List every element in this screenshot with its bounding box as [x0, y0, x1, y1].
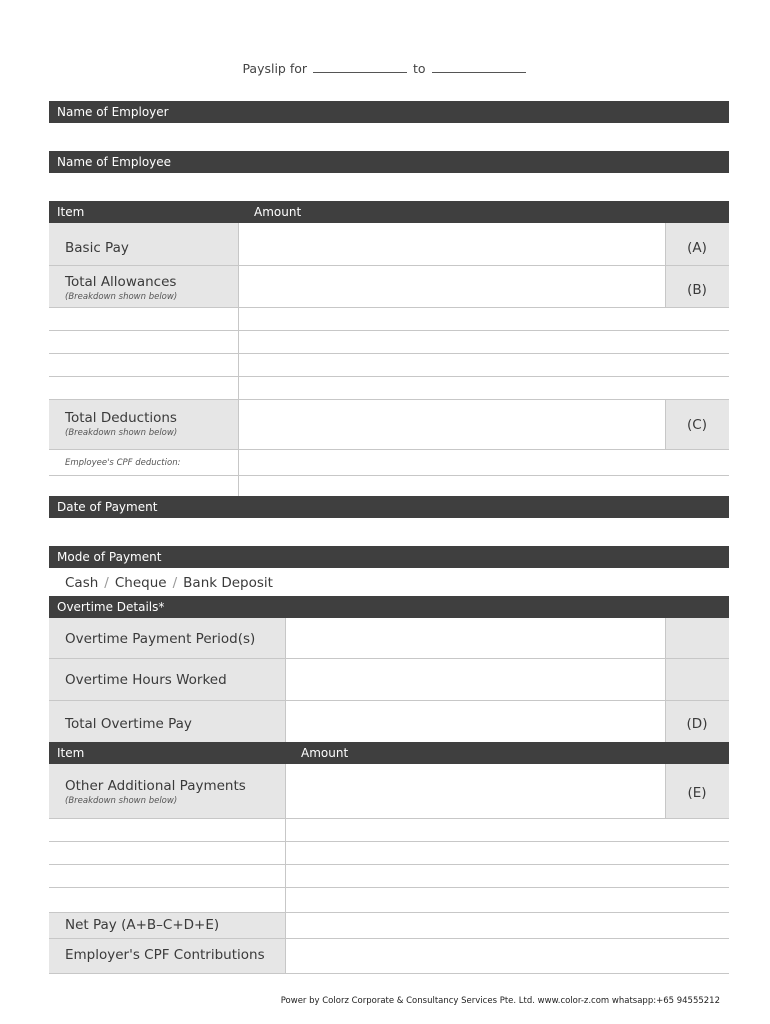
row-line — [49, 353, 729, 354]
mode-separator: / — [104, 575, 109, 591]
net-pay-label: Net Pay (A+B–C+D+E) — [65, 917, 220, 933]
employer-cpf-label: Employer's CPF Contributions — [65, 947, 265, 963]
table1-item-header: Item — [57, 205, 85, 219]
date-of-payment-label: Date of Payment — [57, 500, 158, 514]
cpf-deduction-label: Employee's CPF deduction: — [65, 458, 181, 468]
overtime-details-label: Overtime Details* — [57, 600, 165, 614]
overtime-divider — [285, 618, 286, 742]
footer-credit: Power by Colorz Corporate & Consultancy Services Pte. Ltd. www.color-z.com whatsapp:+65 94555212 — [280, 996, 720, 1006]
row-line — [49, 330, 729, 331]
payslip-title — [0, 61, 770, 76]
other-payments-code: (E) — [687, 785, 707, 801]
total-allowances-label: Total Allowances — [65, 274, 177, 290]
row-line — [49, 818, 729, 819]
table1-divider — [238, 223, 239, 496]
table2-amount-header: Amount — [301, 746, 349, 760]
row-line — [49, 887, 729, 888]
mode-of-payment-header — [49, 546, 729, 568]
mode-of-payment-label: Mode of Payment — [57, 550, 162, 564]
row-line — [49, 938, 729, 939]
table2-header — [49, 742, 729, 764]
total-overtime-label: Total Overtime Pay — [65, 716, 192, 732]
table1-amount-header: Amount — [254, 205, 302, 219]
payment-mode-cheque[interactable]: Cheque — [114, 575, 167, 591]
table2-item-header: Item — [57, 746, 85, 760]
total-deductions-label: Total Deductions — [65, 410, 177, 426]
other-payments-note: (Breakdown shown below) — [65, 796, 178, 806]
total-allowances-note: (Breakdown shown below) — [65, 292, 178, 302]
row-line — [49, 307, 729, 308]
total-deductions-note: (Breakdown shown below) — [65, 428, 178, 438]
table1-header — [49, 201, 729, 223]
total-deductions-code: (C) — [687, 417, 707, 433]
row-line — [49, 973, 729, 974]
total-allowances-code: (B) — [687, 282, 707, 298]
row-line — [49, 265, 729, 266]
row-line — [49, 399, 729, 400]
employee-label: Name of Employee — [57, 155, 172, 169]
row-line — [49, 376, 729, 377]
overtime-details-header — [49, 596, 729, 618]
row-line — [49, 449, 729, 450]
period-start-field[interactable] — [313, 62, 407, 73]
basic-pay-label: Basic Pay — [65, 240, 129, 256]
employer-label: Name of Employer — [57, 105, 169, 119]
employer-header — [49, 101, 729, 123]
employee-header — [49, 151, 729, 173]
other-payments-label: Other Additional Payments — [65, 778, 246, 794]
overtime-hours-label: Overtime Hours Worked — [65, 672, 227, 688]
title-mid: to — [413, 61, 426, 76]
payment-mode-bank-deposit[interactable]: Bank Deposit — [183, 575, 273, 591]
mode-separator: / — [172, 575, 178, 591]
payment-mode-options — [65, 575, 273, 591]
total-overtime-code: (D) — [686, 716, 708, 732]
period-end-field[interactable] — [432, 62, 526, 73]
row-line — [49, 841, 729, 842]
table2-divider — [285, 764, 286, 973]
basic-pay-code: (A) — [687, 240, 707, 256]
date-of-payment-header — [49, 496, 729, 518]
row-line — [49, 700, 729, 701]
row-line — [49, 658, 729, 659]
row-line — [49, 475, 729, 476]
row-line — [49, 864, 729, 865]
overtime-period-label: Overtime Payment Period(s) — [65, 631, 256, 647]
row-line — [49, 912, 729, 913]
payment-mode-cash[interactable]: Cash — [65, 575, 99, 591]
title-prefix: Payslip for — [242, 61, 308, 76]
